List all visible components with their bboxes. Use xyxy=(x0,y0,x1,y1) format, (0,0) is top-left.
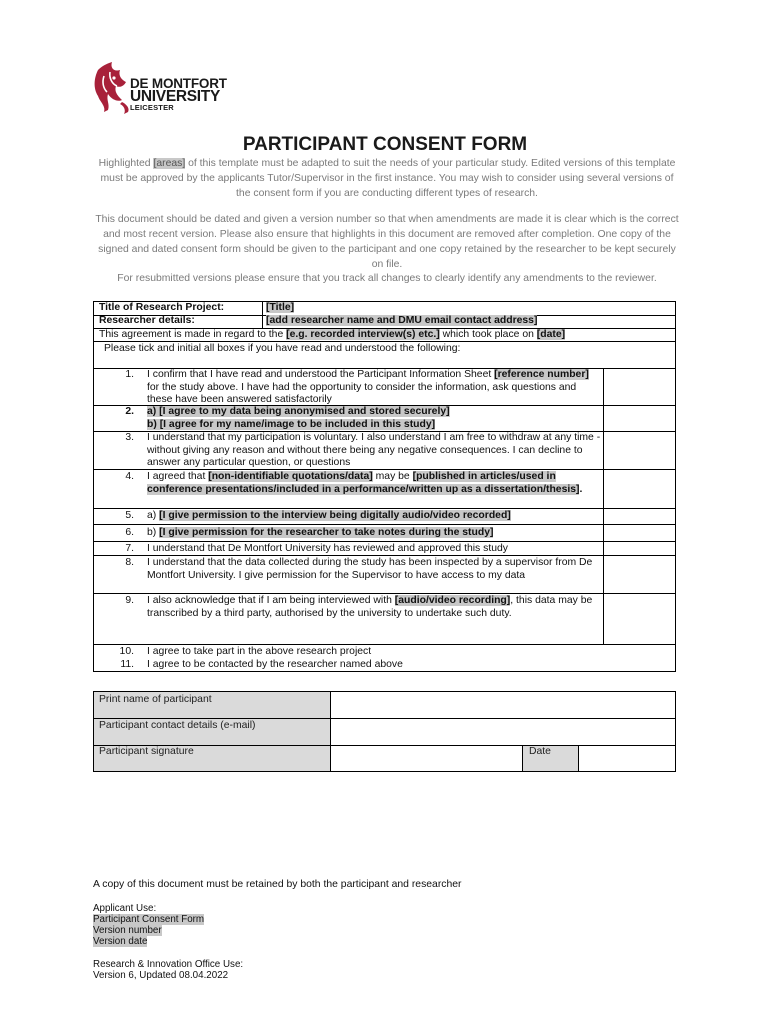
item-4-text-start: I agreed that xyxy=(147,471,209,482)
item-4-highlight-1[interactable]: [non-identifiable quotations/data] xyxy=(208,471,373,482)
agreement-statement xyxy=(99,329,565,342)
tick-box-7[interactable] xyxy=(604,542,675,555)
tick-box-5[interactable] xyxy=(604,509,675,524)
tick-box-9[interactable] xyxy=(604,594,675,644)
signature-field[interactable] xyxy=(331,746,522,771)
item-number: 1. xyxy=(125,369,134,380)
tick-box-2[interactable] xyxy=(604,406,675,431)
item-text: I understand that the data collected during the study has been inspected by a supervisor from De Montfort University. I give permission for the Supervisor to have access to my data xyxy=(147,557,593,581)
research-title-label: Title of Research Project: xyxy=(99,302,225,313)
signature-label: Participant signature xyxy=(99,746,194,757)
intro-paragraph-1 xyxy=(92,156,682,201)
item-text xyxy=(147,406,602,431)
retain-copy-note: A copy of this document must be retained by both the participant and researcher xyxy=(93,879,462,890)
item-1-text-end: for the study above. I have had the opportunity to consider the information, ask questions and these have been answered satisfactorily xyxy=(147,381,577,405)
researcher-details-label: Researcher details: xyxy=(99,315,195,326)
version-info: Version 6, Updated 08.04.2022 xyxy=(93,970,229,981)
intro-paragraph-3: For resubmitted versions please ensure that you track all changes to clearly identify any amendments to the reviewer. xyxy=(117,273,657,284)
logo-wordmark xyxy=(130,77,227,112)
logo-line-3: LEICESTER xyxy=(130,103,174,112)
item-number: 3. xyxy=(125,432,134,443)
date-divider-left xyxy=(522,745,523,772)
item-number: 5. xyxy=(125,510,134,521)
intro-p1-end: of this template must be adapted to suit the needs of your particular study. Edited versions of this template must be approved by the applicants Tutor/Supervisor in the first instance. You may wish to consider using several versions of the consent form if you are conducting different types of research. xyxy=(100,158,676,199)
item-row-line-8 xyxy=(93,593,676,594)
dmu-logo xyxy=(90,60,230,116)
item-row-line-4 xyxy=(93,508,676,509)
intro-paragraph-2: This document should be dated and given a version number so that when amendments are made it is clear which is the correct and most recent version. Please also ensure that highlights in this document are removed after completion. One copy of the signed and dated consent form should be given to the participant and one copy retained by the researcher to be kept securely on file. xyxy=(95,214,679,270)
applicant-use-label: Applicant Use: xyxy=(93,903,157,914)
version-number-text: Version number xyxy=(93,925,162,936)
item-text xyxy=(147,595,602,620)
tick-box-6[interactable] xyxy=(604,525,675,541)
version-date-text: Version date xyxy=(93,936,148,947)
item-number: 10. xyxy=(119,646,134,657)
item-6-highlight[interactable]: [I give permission for the researcher to take notes during the study] xyxy=(159,527,494,538)
item-row-line-9 xyxy=(93,644,676,645)
logo-line-1: DE MONTFORT xyxy=(130,76,227,91)
item-number: 11. xyxy=(120,659,134,670)
dmu-crest-icon xyxy=(90,60,134,116)
intro-p1-highlight: [areas] xyxy=(153,158,186,169)
item-row-line-5 xyxy=(93,524,676,525)
item-text: I understand that my participation is voluntary. I also understand I am free to withdraw at any time - without giving any reason and without there being any negative consequences. I can decline to answer any particular question, or questions xyxy=(147,432,601,468)
tick-box-3[interactable] xyxy=(604,432,675,469)
item-number: 2. xyxy=(125,406,134,417)
researcher-details-value-text: [add researcher name and DMU email contact address] xyxy=(266,315,538,326)
print-name-label: Print name of participant xyxy=(99,694,212,705)
item-4-text-end: . xyxy=(579,483,583,495)
date-field[interactable] xyxy=(579,746,675,771)
item-text: I understand that De Montfort University has reviewed and approved this study xyxy=(147,543,508,554)
item-6-prefix: b) xyxy=(147,527,160,538)
tick-box-1[interactable] xyxy=(604,369,675,405)
agreement-text-middle: which took place on xyxy=(439,329,537,340)
item-number: 9. xyxy=(125,595,134,606)
item-5-highlight[interactable]: [I give permission to the interview being digitally audio/video recorded] xyxy=(159,510,511,521)
contact-details-field[interactable] xyxy=(331,719,675,745)
item-text: I agree to take part in the above research project xyxy=(147,646,372,657)
item-text xyxy=(147,471,602,496)
item-9-text-start: I also acknowledge that if I am being interviewed with xyxy=(147,595,395,606)
print-name-field[interactable] xyxy=(331,692,675,718)
item-row-line-6 xyxy=(93,541,676,542)
item-text xyxy=(147,527,602,540)
item-number: 6. xyxy=(125,527,134,538)
item-number: 4. xyxy=(125,471,134,482)
tick-box-8[interactable] xyxy=(604,556,675,593)
item-4-highlight-2[interactable]: [published in articles/used in conference presentations/included in a performance/written up as a dissertation/thesis] xyxy=(147,471,580,495)
tick-box-4[interactable] xyxy=(604,470,675,508)
item-number: 8. xyxy=(125,557,134,568)
agreement-date-highlight[interactable]: [date] xyxy=(536,329,566,340)
agreement-text-start: This agreement is made in regard to the xyxy=(99,329,287,340)
office-use-label: Research & Innovation Office Use: xyxy=(93,959,244,970)
item-2b-highlight[interactable]: b) [I agree for my name/image to be included in this study] xyxy=(147,418,436,430)
version-date xyxy=(93,936,147,947)
item-1-highlight[interactable]: [reference number] xyxy=(494,369,589,380)
item-number: 7. xyxy=(125,543,134,554)
researcher-details-value[interactable] xyxy=(266,315,537,328)
item-text xyxy=(147,369,602,407)
item-1-text-start: I confirm that I have read and understood the Participant Information Sheet xyxy=(147,369,495,380)
item-2a-highlight[interactable]: a) [I agree to my data being anonymised and stored securely] xyxy=(147,406,450,417)
logo-line-2: UNIVERSITY xyxy=(130,88,221,105)
item-5-prefix: a) xyxy=(147,510,160,521)
item-4-text-middle: may be xyxy=(372,471,413,482)
item-text xyxy=(147,510,602,523)
page-title: PARTICIPANT CONSENT FORM xyxy=(242,134,528,155)
intro-p1-start: Highlighted xyxy=(98,158,154,169)
item-text: I agree to be contacted by the researcher named above xyxy=(147,659,403,670)
tick-instruction: Please tick and initial all boxes if you have read and understood the following: xyxy=(104,343,461,354)
agreement-activity-highlight[interactable]: [e.g. recorded interview(s) etc.] xyxy=(286,329,440,340)
research-title-value-text: [Title] xyxy=(266,302,295,313)
research-title-value[interactable] xyxy=(266,302,294,315)
consent-form-name-text: Participant Consent Form xyxy=(93,914,205,925)
item-9-text-end: , this data may be transcribed by a third party, authorised by the university to undertake such duty. xyxy=(147,595,593,619)
date-label: Date xyxy=(529,746,551,757)
contact-details-label: Participant contact details (e-mail) xyxy=(99,720,256,731)
consent-form-name xyxy=(93,914,204,925)
item-9-highlight[interactable]: [audio/video recording] xyxy=(394,595,511,606)
version-number xyxy=(93,925,162,936)
